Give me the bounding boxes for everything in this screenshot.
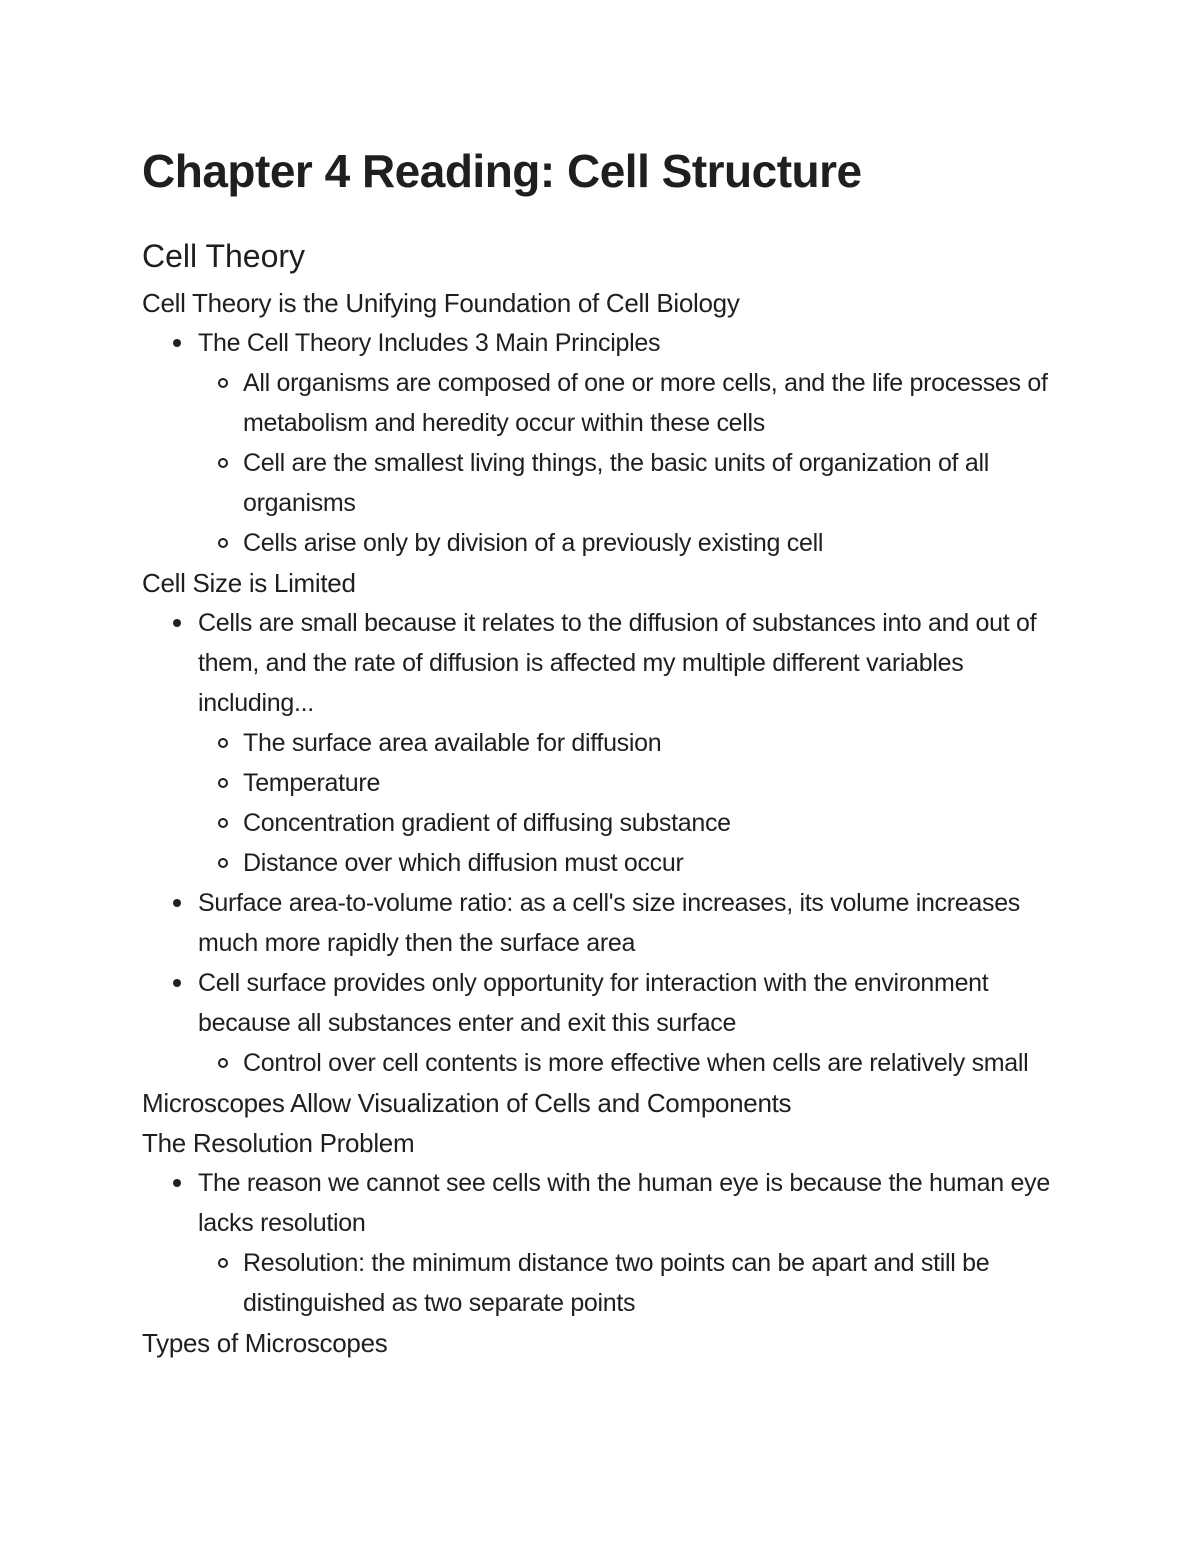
nested-list-item	[198, 763, 1062, 803]
nested-list-item-text: Resolution: the minimum distance two points can be apart and still be distinguished as two separate points	[243, 1249, 990, 1317]
bullet-circle-icon	[218, 1258, 228, 1268]
nested-list-item-text: All organisms are composed of one or more cells, and the life processes of metabolism and heredity occur within these cells	[243, 369, 1048, 437]
bullet-disc-icon	[173, 339, 181, 347]
list-item-text: The Cell Theory Includes 3 Main Principles	[198, 329, 661, 357]
subheading: Types of Microscopes	[142, 1328, 388, 1358]
section-heading: Cell Theory	[142, 238, 306, 274]
document-body	[142, 283, 1062, 1363]
bullet-circle-icon	[218, 1058, 228, 1068]
list-item-text: The reason we cannot see cells with the human eye is because the human eye lacks resolution	[198, 1169, 1050, 1237]
bullet-disc-icon	[173, 899, 181, 907]
bullet-circle-icon	[218, 858, 228, 868]
nested-list-item	[198, 723, 1062, 763]
nested-list-item	[198, 363, 1062, 443]
bullet-list	[142, 1163, 1062, 1323]
bullet-circle-icon	[218, 538, 228, 548]
bullet-circle-icon	[218, 778, 228, 788]
nested-list-item-text: Distance over which diffusion must occur	[243, 849, 684, 877]
nested-list-item-text: Cells arise only by division of a previously existing cell	[243, 529, 824, 557]
bullet-disc-icon	[173, 619, 181, 627]
nested-list-item	[198, 523, 1062, 563]
nested-bullet-list	[198, 1043, 1062, 1083]
list-item-text: Surface area-to-volume ratio: as a cell's size increases, its volume increases much more rapidly then the surface area	[198, 889, 1020, 957]
nested-bullet-list	[198, 723, 1062, 883]
nested-list-item	[198, 1243, 1062, 1323]
bullet-list	[142, 603, 1062, 1083]
bullet-circle-icon	[218, 738, 228, 748]
list-item	[142, 603, 1062, 883]
bullet-circle-icon	[218, 818, 228, 828]
nested-list-item	[198, 803, 1062, 843]
subheading: The Resolution Problem	[142, 1128, 415, 1158]
nested-bullet-list	[198, 1243, 1062, 1323]
nested-list-item	[198, 443, 1062, 523]
document-title: Chapter 4 Reading: Cell Structure	[142, 145, 862, 197]
list-item	[142, 1163, 1062, 1323]
subheading: Microscopes Allow Visualization of Cells and Components	[142, 1088, 792, 1118]
list-item-text: Cell surface provides only opportunity for interaction with the environment because all substances enter and exit this surface	[198, 969, 989, 1037]
subheading: Cell Size is Limited	[142, 568, 356, 598]
bullet-list	[142, 323, 1062, 563]
list-item-text: Cells are small because it relates to the diffusion of substances into and out of them, and the rate of diffusion is affected my multiple different variables including...	[198, 609, 1037, 717]
nested-list-item-text: The surface area available for diffusion	[243, 729, 662, 757]
bullet-disc-icon	[173, 979, 181, 987]
nested-list-item-text: Temperature	[243, 769, 381, 797]
nested-list-item	[198, 843, 1062, 883]
bullet-circle-icon	[218, 378, 228, 388]
nested-bullet-list	[198, 363, 1062, 563]
subheading: Cell Theory is the Unifying Foundation of Cell Biology	[142, 288, 740, 318]
nested-list-item-text: Concentration gradient of diffusing substance	[243, 809, 731, 837]
nested-list-item-text: Cell are the smallest living things, the basic units of organization of all organisms	[243, 449, 989, 517]
list-item	[142, 883, 1062, 963]
nested-list-item	[198, 1043, 1062, 1083]
bullet-circle-icon	[218, 458, 228, 468]
list-item	[142, 323, 1062, 563]
bullet-disc-icon	[173, 1179, 181, 1187]
nested-list-item-text: Control over cell contents is more effective when cells are relatively small	[243, 1049, 1029, 1077]
list-item	[142, 963, 1062, 1083]
